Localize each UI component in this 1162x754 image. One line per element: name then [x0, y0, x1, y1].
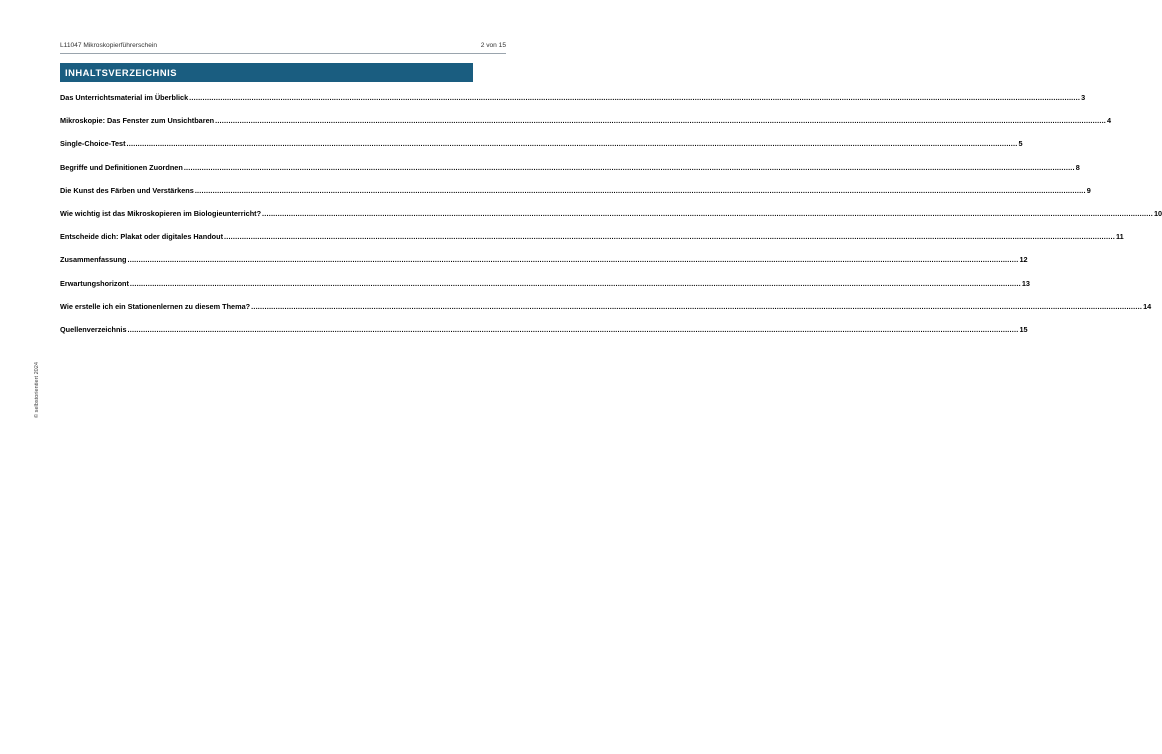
toc-entry-title: Quellenverzeichnis [60, 324, 127, 334]
toc-entry-page: 5 [1018, 139, 1023, 149]
toc-entry-page: 10 [1153, 208, 1162, 218]
toc-entry-title: Wie wichtig ist das Mikroskopieren im Biologieunterricht? [60, 208, 262, 218]
toc-entry-title: Mikroskopie: Das Fenster zum Unsichtbaren [60, 116, 215, 126]
dot-leader: ................................................................................................................................................................................................................................................................................................................................................................................................................ [215, 116, 1107, 126]
toc-entry-title: Das Unterrichtsmaterial im Überblick [60, 93, 189, 102]
toc-entry-title: Wie erstelle ich ein Stationenlernen zu diesem Thema? [60, 301, 251, 311]
dot-leader: ................................................................................................................................................................................................................................................................................................................................................................................................................ [127, 255, 1019, 265]
toc-entry[interactable] [60, 185, 1091, 209]
dot-leader: ................................................................................................................................................................................................................................................................................................................................................................................................................ [194, 185, 1086, 195]
toc-entry-title: Die Kunst des Färben und Verstärkens [60, 185, 194, 195]
toc-entry[interactable] [60, 162, 1080, 186]
page-header [60, 41, 506, 54]
document-title: L11047 Mikroskopierführerschein [60, 42, 158, 49]
toc-entry-title: Entscheide dich: Plakat oder digitales Handout [60, 232, 223, 242]
dot-leader: ................................................................................................................................................................................................................................................................................................................................................................................................................ [262, 208, 1153, 218]
toc-entry[interactable] [60, 139, 1023, 162]
copyright-note: © selbstorientiert 2024 [34, 361, 40, 419]
toc-entry-page: 15 [1019, 324, 1028, 334]
toc-entry[interactable] [60, 208, 1162, 232]
toc-entry[interactable] [60, 301, 1152, 325]
dot-leader: ................................................................................................................................................................................................................................................................................................................................................................................................................ [224, 232, 1115, 242]
toc-entry-page: 4 [1107, 116, 1112, 126]
toc-heading: INHALTSVERZEICHNIS [65, 67, 177, 78]
toc-entry-page: 3 [1081, 93, 1086, 102]
toc-entry-title: Zusammenfassung [60, 255, 127, 265]
page-number: 2 von 15 [480, 42, 506, 49]
toc-entry-page: 12 [1019, 255, 1028, 265]
toc-entry[interactable] [60, 232, 1124, 255]
dot-leader: ................................................................................................................................................................................................................................................................................................................................................................................................................ [127, 324, 1019, 334]
dot-leader: ................................................................................................................................................................................................................................................................................................................................................................................................................ [126, 139, 1018, 149]
toc-entry-title: Begriffe und Definitionen Zuordnen [60, 162, 183, 172]
toc-entry-page: 13 [1021, 278, 1030, 288]
toc-entry-page: 9 [1086, 185, 1091, 195]
toc-entry-page: 8 [1075, 162, 1080, 172]
toc-entry-page: 14 [1143, 301, 1152, 311]
toc-entry-title: Erwartungshorizont [60, 278, 129, 288]
dot-leader: ................................................................................................................................................................................................................................................................................................................................................................................................................ [183, 162, 1075, 172]
toc-entry[interactable] [60, 93, 1086, 116]
toc-entry-page: 11 [1115, 232, 1124, 242]
dot-leader: ................................................................................................................................................................................................................................................................................................................................................................................................................ [129, 278, 1021, 288]
toc-heading-banner [60, 63, 473, 82]
dot-leader: ................................................................................................................................................................................................................................................................................................................................................................................................................ [251, 301, 1143, 311]
toc-entry[interactable] [60, 255, 1028, 278]
table-of-contents [60, 93, 1162, 348]
toc-entry-title: Single-Choice-Test [60, 139, 126, 149]
toc-entry[interactable] [60, 278, 1030, 302]
dot-leader: ................................................................................................................................................................................................................................................................................................................................................................................................................ [189, 93, 1081, 102]
toc-entry[interactable] [60, 116, 1112, 139]
toc-entry[interactable] [60, 324, 1028, 348]
